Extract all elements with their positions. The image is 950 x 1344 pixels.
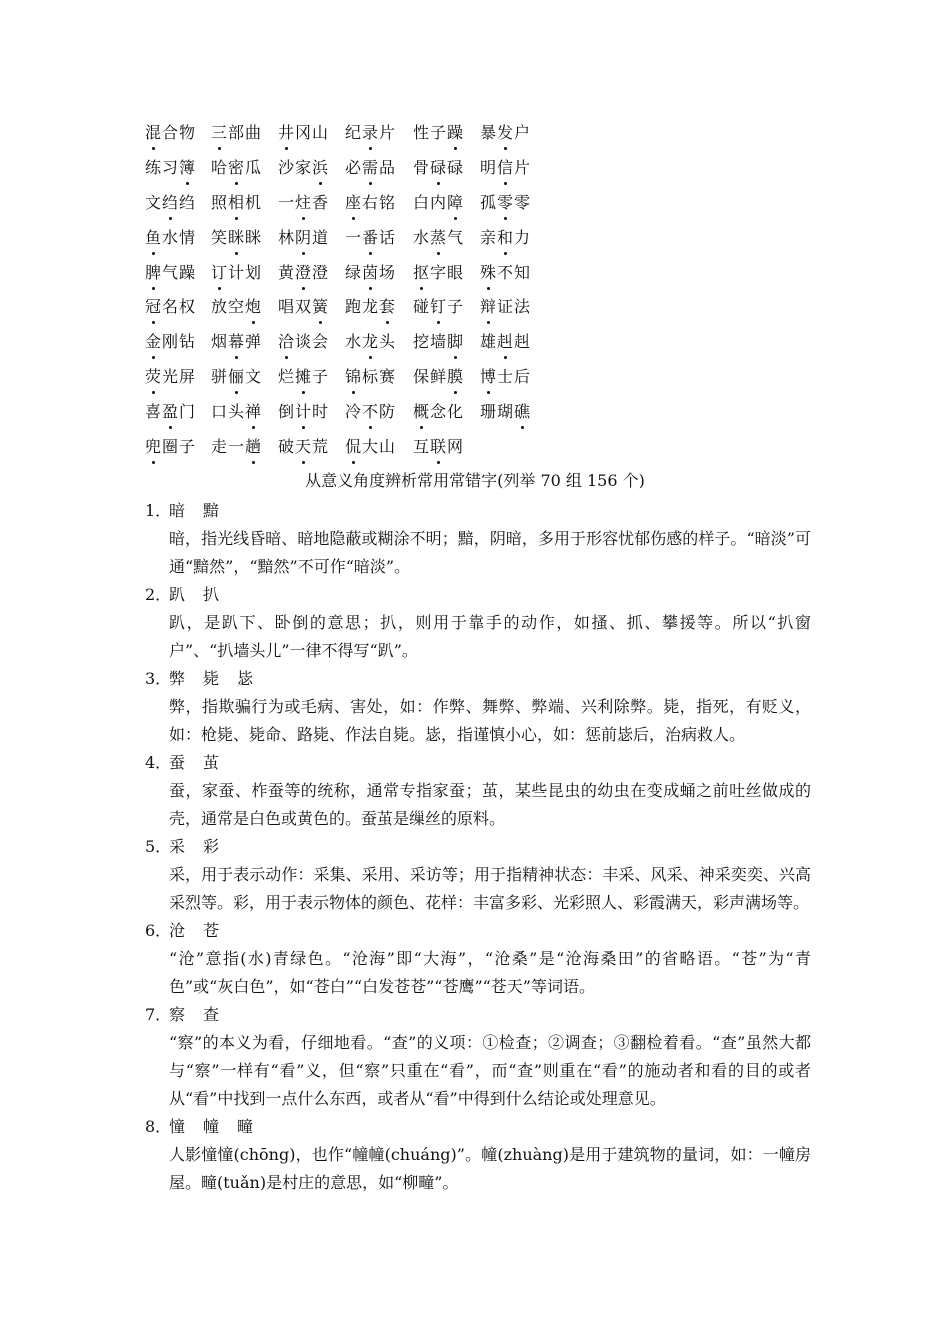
emphasis-dot-char: 辩 xyxy=(480,297,498,317)
entry-heading xyxy=(145,497,815,525)
word-item: 水蒸气 xyxy=(413,227,465,247)
entry-char: 趴 xyxy=(169,585,186,604)
entry-char: 查 xyxy=(203,1005,220,1024)
word-item: 明信片 xyxy=(480,157,532,177)
entry-char: 毖 xyxy=(237,669,254,688)
emphasis-dot-char: 躁 xyxy=(447,123,465,142)
emphasis-dot-char: 趟 xyxy=(245,437,263,457)
emphasis-dot-char: 抠 xyxy=(413,262,431,282)
word-item: 骨碌碌 xyxy=(413,157,465,177)
emphasis-dot-char: 幕 xyxy=(228,332,246,352)
entry-char: 幢 xyxy=(203,1117,220,1136)
emphasis-dot-char: 簿 xyxy=(179,157,197,177)
emphasis-dot-char: 密 xyxy=(228,157,246,177)
word-item: 倒计时 xyxy=(278,402,330,422)
entry-heading xyxy=(145,665,815,693)
word-item: 保鲜膜 xyxy=(413,367,465,387)
entry-explanation: 人影憧憧(chōng)，也作“幢幢(chuáng)”。幢(zhuàng)是用于建筑物的量词，如：一幢房屋。疃(tuǎn)是村庄的意思，如“柳疃”。 xyxy=(169,1145,811,1192)
entry-list xyxy=(145,497,815,1197)
entry xyxy=(145,1113,815,1197)
emphasis-dot-char: 金 xyxy=(145,332,163,352)
entry-explanation: 趴，是趴下、卧倒的意思；扒，则用于靠手的动作，如搔、抓、攀援等。所以“扒窗户”、“扒墙头儿”一律不得写“趴”。 xyxy=(169,613,811,660)
entry-char: 弊 xyxy=(169,669,186,688)
entry-char: 苍 xyxy=(203,921,220,940)
entry-heading xyxy=(145,581,815,609)
word-item: 沙家浜 xyxy=(278,157,330,177)
word-item: 互联网 xyxy=(413,437,465,457)
emphasis-dot-char: 赳 xyxy=(497,332,515,352)
word-item: 唱双簧 xyxy=(278,297,330,317)
entry-char: 蚕 xyxy=(169,753,186,772)
emphasis-dot-char: 礁 xyxy=(514,402,532,422)
entry-number: 1． xyxy=(145,501,172,520)
entry xyxy=(145,1001,815,1113)
word-item: 碰钉子 xyxy=(413,297,465,317)
word-item: 口头禅 xyxy=(211,402,263,422)
word-item: 井冈山 xyxy=(278,123,330,142)
emphasis-dot-char: 座 xyxy=(345,192,363,212)
emphasis-dot-char: 脚 xyxy=(447,332,465,352)
entry-char: 毙 xyxy=(203,669,220,688)
emphasis-dot-char: 计 xyxy=(295,402,313,422)
entry-explanation: 弊，指欺骗行为或毛病、害处，如：作弊、舞弊、弊端、兴利除弊。毙，指死，有贬义，如：枪毙、毙命、路毙、作法自毙。毖，指谨慎小心，如：惩前毖后，治病救人。 xyxy=(169,697,811,744)
entry xyxy=(145,665,815,749)
word-item: 破天荒 xyxy=(278,437,330,457)
entry-explanation: 蚕，家蚕、柞蚕等的统称，通常专指家蚕；茧，某些昆虫的幼虫在变成蛹之前吐丝做成的壳，通常是白色或黄色的。蚕茧是缫丝的原料。 xyxy=(169,781,811,828)
entry-number: 8． xyxy=(145,1117,172,1136)
entry xyxy=(145,833,815,917)
emphasis-dot-char: 眯 xyxy=(228,227,246,247)
word-item: 烂摊子 xyxy=(278,367,330,387)
word-item: 一炷香 xyxy=(278,192,330,212)
emphasis-dot-char: 碌 xyxy=(430,157,448,177)
emphasis-dot-char: 浜 xyxy=(312,157,330,177)
entry-char: 采 xyxy=(169,837,186,856)
entry-char: 黯 xyxy=(203,501,220,520)
word-item: 鱼水情 xyxy=(145,227,197,247)
emphasis-dot-char: 番 xyxy=(362,227,380,247)
word-item: 暴发户 xyxy=(480,123,532,142)
entry-heading xyxy=(145,917,815,945)
word-item: 珊瑚礁 xyxy=(480,402,532,422)
entry-heading xyxy=(145,749,815,777)
word-item: 性子躁 xyxy=(413,123,465,142)
emphasis-dot-char: 洽 xyxy=(278,332,296,352)
emphasis-dot-char: 和 xyxy=(497,227,515,247)
entry-char: 暗 xyxy=(169,501,186,520)
entry-char: 彩 xyxy=(203,837,220,856)
emphasis-dot-char: 膜 xyxy=(447,367,465,387)
entry-char: 茧 xyxy=(203,753,220,772)
emphasis-dot-char: 钉 xyxy=(430,297,448,317)
entry-explanation: “察”的本义为看，仔细地看。“查”的义项：①检查；②调查；③翻检着看。“查”虽然大都与“察”一样有“看”义，但“察”只重在“看”，而“查”则重在“看”的施动者和看的目的或者从“看”中找到一点什么东西，或者从“看”中得到什么结论或处理意见。 xyxy=(169,1033,811,1108)
word-item: 白内障 xyxy=(413,192,465,212)
word-item: 水龙头 xyxy=(345,332,397,352)
entry xyxy=(145,497,815,581)
emphasis-dot-char: 摊 xyxy=(295,367,313,387)
entry-number: 4． xyxy=(145,753,172,772)
emphasis-dot-char: 套 xyxy=(379,297,397,317)
word-item: 座右铭 xyxy=(345,192,397,212)
word-item: 抠字眼 xyxy=(413,262,465,282)
emphasis-dot-char: 博 xyxy=(480,367,498,387)
emphasis-dot-char: 井 xyxy=(278,123,296,142)
emphasis-dot-char: 龙 xyxy=(362,332,380,352)
emphasis-dot-char: 不 xyxy=(362,402,380,422)
emphasis-dot-char: 概 xyxy=(413,402,431,422)
word-item: 一番话 xyxy=(345,227,397,247)
word-item: 兜圈子 xyxy=(145,437,197,457)
entry-number: 3． xyxy=(145,669,172,688)
entry xyxy=(145,581,815,665)
emphasis-dot-char: 禅 xyxy=(245,402,263,422)
word-item: 冠名权 xyxy=(145,297,197,317)
word-item: 绿茵场 xyxy=(345,262,397,282)
emphasis-dot-char: 绉 xyxy=(162,192,180,212)
emphasis-dot-char: 俪 xyxy=(228,367,246,387)
emphasis-dot-char: 鱼 xyxy=(145,227,163,247)
word-item: 必需品 xyxy=(345,157,397,177)
entry xyxy=(145,917,815,1001)
section-title: 从意义角度辨析常用常错字(列举 70 组 156 个) xyxy=(305,471,645,490)
word-item: 金刚钻 xyxy=(145,332,197,352)
emphasis-dot-char: 炷 xyxy=(295,192,313,212)
emphasis-dot-char: 侃 xyxy=(345,437,363,457)
word-item: 洽谈会 xyxy=(278,332,330,352)
emphasis-dot-char: 零 xyxy=(497,192,515,212)
word-item: 笑眯眯 xyxy=(211,227,263,247)
word-item: 殊不知 xyxy=(480,262,532,282)
word-item: 文绉绉 xyxy=(145,192,197,212)
emphasis-dot-char: 脾 xyxy=(145,262,163,282)
word-item: 雄赳赳 xyxy=(480,332,532,352)
emphasis-dot-char: 发 xyxy=(497,123,515,142)
emphasis-dot-char: 录 xyxy=(362,123,380,142)
word-item: 脾气躁 xyxy=(145,262,197,282)
emphasis-dot-char: 蒸 xyxy=(430,227,448,247)
word-item: 辩证法 xyxy=(480,297,532,317)
entry-char: 憧 xyxy=(169,1117,186,1136)
entry-number: 6． xyxy=(145,921,172,940)
word-item: 挖墙脚 xyxy=(413,332,465,352)
word-item: 哈密瓜 xyxy=(211,157,263,177)
word-item: 侃大山 xyxy=(345,437,397,457)
emphasis-dot-char: 信 xyxy=(497,157,515,177)
entry-explanation: “沧”意指(水)青绿色。“沧海”即“大海”，“沧桑”是“沧海桑田”的省略语。“苍”为“青色”或“灰白色”，如“苍白”“白发苍苍”“苍鹰”“苍天”等词语。 xyxy=(169,949,811,996)
entry-explanation: 暗，指光线昏暗、暗地隐蔽或糊涂不明；黯，阴暗，多用于形容忧郁伤感的样子。“暗淡”可通“黯然”，“黯然”不可作“暗淡”。 xyxy=(169,529,811,576)
word-item: 纪录片 xyxy=(345,123,397,142)
emphasis-dot-char: 阴 xyxy=(295,227,313,247)
emphasis-dot-char: 冠 xyxy=(145,297,163,317)
word-item: 概念化 xyxy=(413,402,465,422)
emphasis-dot-char: 联 xyxy=(430,437,448,457)
word-item: 订计划 xyxy=(211,262,263,282)
emphasis-dot-char: 澄 xyxy=(295,262,313,282)
emphasis-dot-char: 炮 xyxy=(245,297,263,317)
entry-char: 沧 xyxy=(169,921,186,940)
word-item: 走一趟 xyxy=(211,437,263,457)
word-item: 荧光屏 xyxy=(145,367,197,387)
emphasis-dot-char: 订 xyxy=(211,262,229,282)
entry-char: 疃 xyxy=(237,1117,254,1136)
emphasis-dot-char: 三 xyxy=(211,123,229,142)
entry-heading xyxy=(145,1001,815,1029)
emphasis-dot-char: 混 xyxy=(145,123,163,142)
emphasis-dot-char: 盈 xyxy=(162,402,180,422)
emphasis-dot-char: 荧 xyxy=(145,367,163,387)
entry-char: 察 xyxy=(169,1005,186,1024)
word-item: 练习簿 xyxy=(145,157,197,177)
entry-heading xyxy=(145,833,815,861)
emphasis-dot-char: 殊 xyxy=(480,262,498,282)
entry xyxy=(145,749,815,833)
word-item: 亲和力 xyxy=(480,227,532,247)
emphasis-dot-char: 障 xyxy=(447,192,465,212)
emphasis-dot-char: 簧 xyxy=(312,297,330,317)
entry-number: 7． xyxy=(145,1005,172,1024)
word-item: 锦标赛 xyxy=(345,367,397,387)
word-item: 放空炮 xyxy=(211,297,263,317)
word-item: 烟幕弹 xyxy=(211,332,263,352)
emphasis-dot-char: 锦 xyxy=(345,367,363,387)
entry-char: 扒 xyxy=(203,585,220,604)
word-item: 喜盈门 xyxy=(145,402,197,422)
emphasis-dot-char: 茵 xyxy=(362,262,380,282)
entry-number: 2． xyxy=(145,585,172,604)
entry-heading xyxy=(145,1113,815,1141)
emphasis-dot-char: 需 xyxy=(362,157,380,177)
word-item: 黄澄澄 xyxy=(278,262,330,282)
word-item: 骈俪文 xyxy=(211,367,263,387)
emphasis-dot-char: 相 xyxy=(228,192,246,212)
word-item: 孤零零 xyxy=(480,192,532,212)
word-item: 冷不防 xyxy=(345,402,397,422)
word-item: 跑龙套 xyxy=(345,297,397,317)
entry-number: 5． xyxy=(145,837,172,856)
emphasis-dot-char: 天 xyxy=(295,437,313,457)
word-item: 林阴道 xyxy=(278,227,330,247)
word-item: 三部曲 xyxy=(211,123,263,142)
entry-explanation: 采，用于表示动作：采集、采用、采访等；用于指精神状态：丰采、风采、神采奕奕、兴高采烈等。彩，用于表示物体的颜色、花样：丰富多彩、光彩照人、彩霞满天，彩声满场等。 xyxy=(169,865,811,912)
emphasis-dot-char: 兜 xyxy=(145,437,163,457)
word-item: 混合物 xyxy=(145,123,197,142)
word-item: 博士后 xyxy=(480,367,532,387)
word-item: 照相机 xyxy=(211,192,263,212)
